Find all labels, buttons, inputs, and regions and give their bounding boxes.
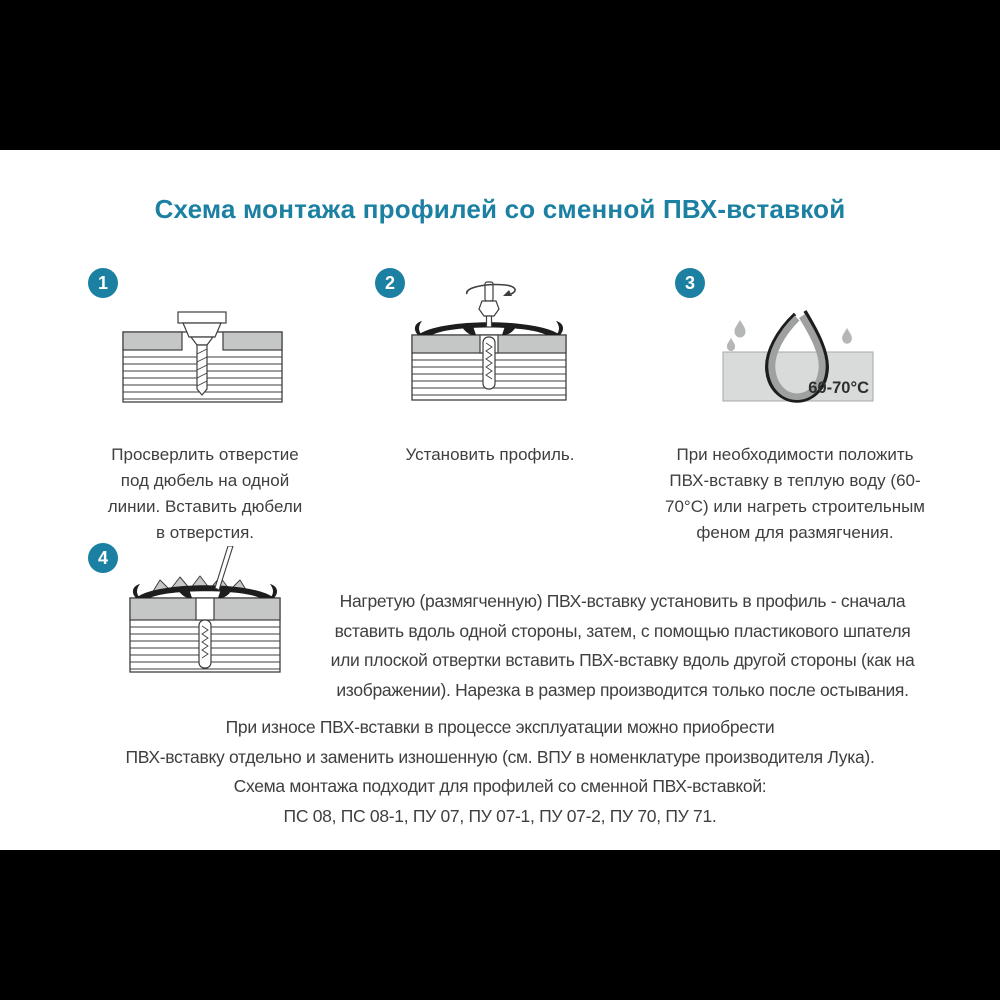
warm-water-soften-icon [718, 308, 878, 403]
step-3-caption: При необходимости положить ПВХ-вставку в теплую воду (60- 70°C) или нагреть строительным феном для размягчения. [664, 445, 925, 542]
dowel-screw [483, 337, 495, 389]
drill-into-floor-icon [120, 308, 285, 406]
temperature-label: 60-70°C [808, 379, 869, 397]
step-1-number: 1 [97, 273, 108, 293]
step-3-number: 3 [684, 273, 695, 293]
instruction-sheet [0, 150, 1000, 850]
step-2-badge [375, 268, 405, 298]
screw-profile-icon [410, 281, 568, 402]
insert-pvc-strip-icon [112, 546, 288, 673]
metal-profile [133, 584, 277, 598]
step-1-caption: Просверлить отверстие под дюбель на одной линии. Вставить дюбели в отверстия. [107, 445, 303, 542]
page-title: Схема монтажа профилей со сменной ПВХ-вставкой [154, 194, 846, 224]
footer-note: При износе ПВХ-вставки в процессе эксплуатации можно приобрести ПВХ-вставку отдельно и заменить изношенную (см. ВПУ в номенклатуре производителя Лука). Схема монтажа подходит для профилей со сменной ПВХ-вставкой: ПС 08, ПС 08-1, ПУ 07, ПУ 07-1, ПУ 07-2, ПУ 70, ПУ 71. [125, 717, 875, 826]
step-4-caption: Нагретую (размягченную) ПВХ-вставку установить в профиль - сначала вставить вдоль одной стороны, затем, с помощью пластикового шпателя или плоской отвертки вставить ПВХ-вставку вдоль другой стороны (как на изображении). Нарезка в размер производится только после остывания. [330, 591, 915, 700]
dowel-screw [199, 620, 211, 668]
step-4-number: 4 [97, 548, 108, 568]
step-2-number: 2 [384, 273, 395, 293]
screwdriver [467, 282, 515, 327]
step-3-badge [675, 268, 705, 298]
step-2-caption: Установить профиль. [405, 445, 575, 464]
step-1-badge [88, 268, 118, 298]
